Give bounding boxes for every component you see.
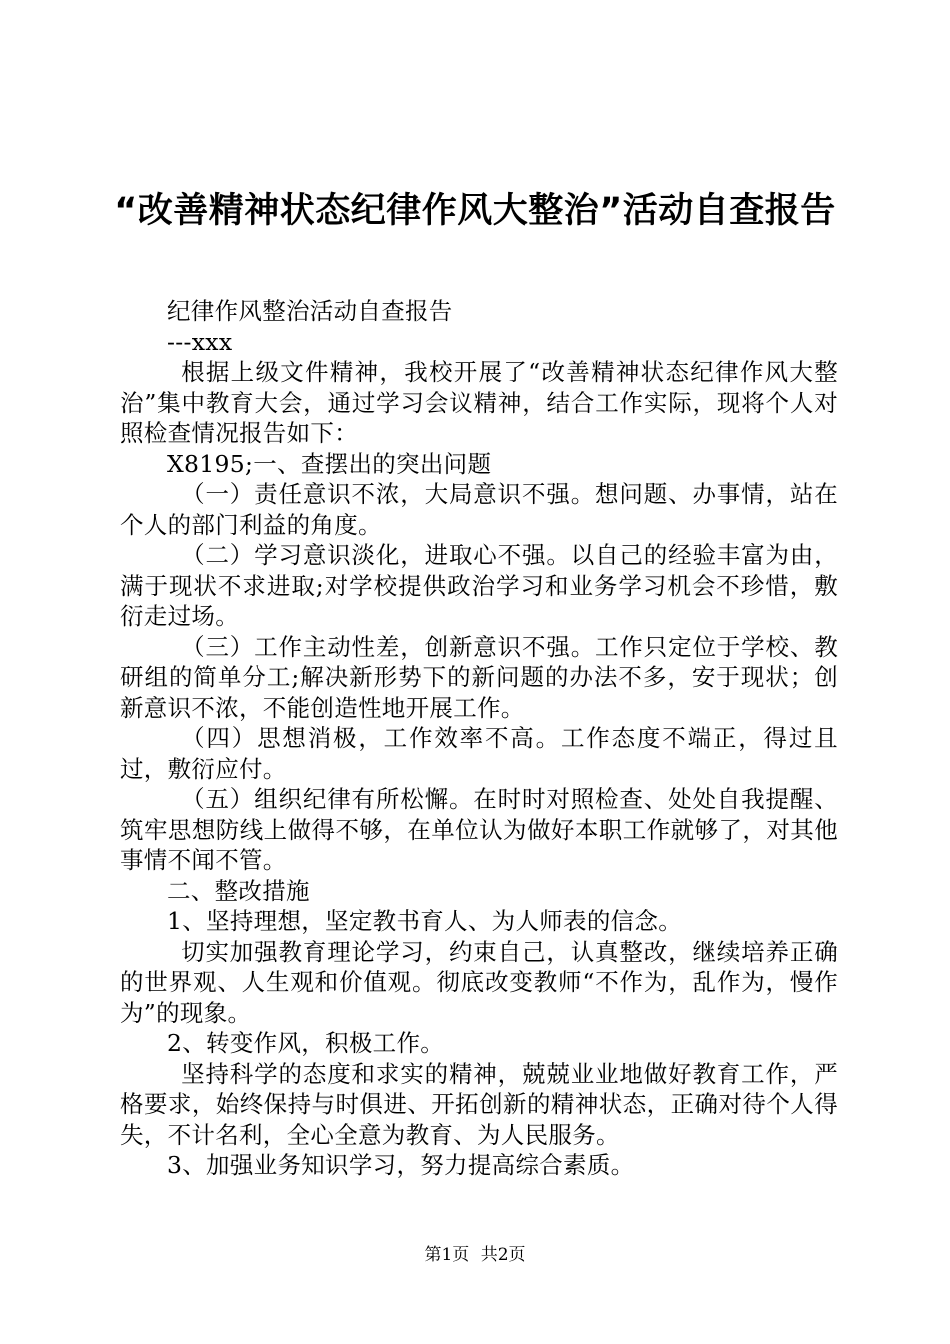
paragraph: 根据上级文件精神，我校开展了“改善精神状态纪律作风大整治”集中教育大会，通过学习会议精神，结合工作实际，现将个人对照检查情况报告如下： — [120, 358, 838, 447]
paragraph: （二）学习意识淡化，进取心不强。以自己的经验丰富为由，满于现状不求进取;对学校提供政治学习和业务学习机会不珍惜，敷衍走过场。 — [120, 541, 838, 630]
subtitle: 纪律作风整治活动自查报告 — [167, 297, 453, 325]
section-heading: 二、整改措施 — [167, 876, 310, 905]
paragraph: （四）思想消极，工作效率不高。工作态度不端正，得过且过，敷衍应付。 — [120, 724, 838, 783]
list-item: 1、坚持理想，坚定教书育人、为人师表的信念。 — [167, 907, 683, 935]
document-body — [120, 296, 838, 1181]
paragraph: （五）组织纪律有所松懈。在时时对照检查、处处自我提醒、筑牢思想防线上做得不够，在单位认为做好本职工作就够了，对其他事情不闻不管。 — [120, 785, 838, 874]
paragraph: 切实加强教育理论学习，约束自己，认真整改，继续培养正确的世界观、人生观和价值观。彻底改变教师“不作为，乱作为，慢作为”的现象。 — [120, 937, 838, 1027]
page-total: 共2页 — [480, 1245, 526, 1265]
author-line: ---xxx — [167, 327, 233, 356]
document-title: “改善精神状态纪律作风大整治”活动自查报告 — [114, 191, 836, 231]
paragraph: （一）责任意识不浓，大局意识不强。想问题、办事情，站在个人的部门利益的角度。 — [120, 480, 838, 539]
section-heading: X8195;一、查摆出的突出问题 — [167, 449, 492, 478]
page-number: 第1页 — [424, 1245, 470, 1265]
list-item: 2、转变作风，积极工作。 — [167, 1029, 445, 1057]
paragraph: （三）工作主动性差，创新意识不强。工作只定位于学校、教研组的简单分工;解决新形势下的新问题的办法不多，安于现状；创新意识不浓，不能创造性地开展工作。 — [120, 632, 838, 722]
page-footer — [0, 1243, 950, 1267]
list-item: 3、加强业务知识学习，努力提高综合素质。 — [167, 1151, 635, 1179]
paragraph: 坚持科学的态度和求实的精神，兢兢业业地做好教育工作，严格要求，始终保持与时俱进、开拓创新的精神状态，正确对待个人得失，不计名利，全心全意为教育、为人民服务。 — [120, 1059, 838, 1149]
